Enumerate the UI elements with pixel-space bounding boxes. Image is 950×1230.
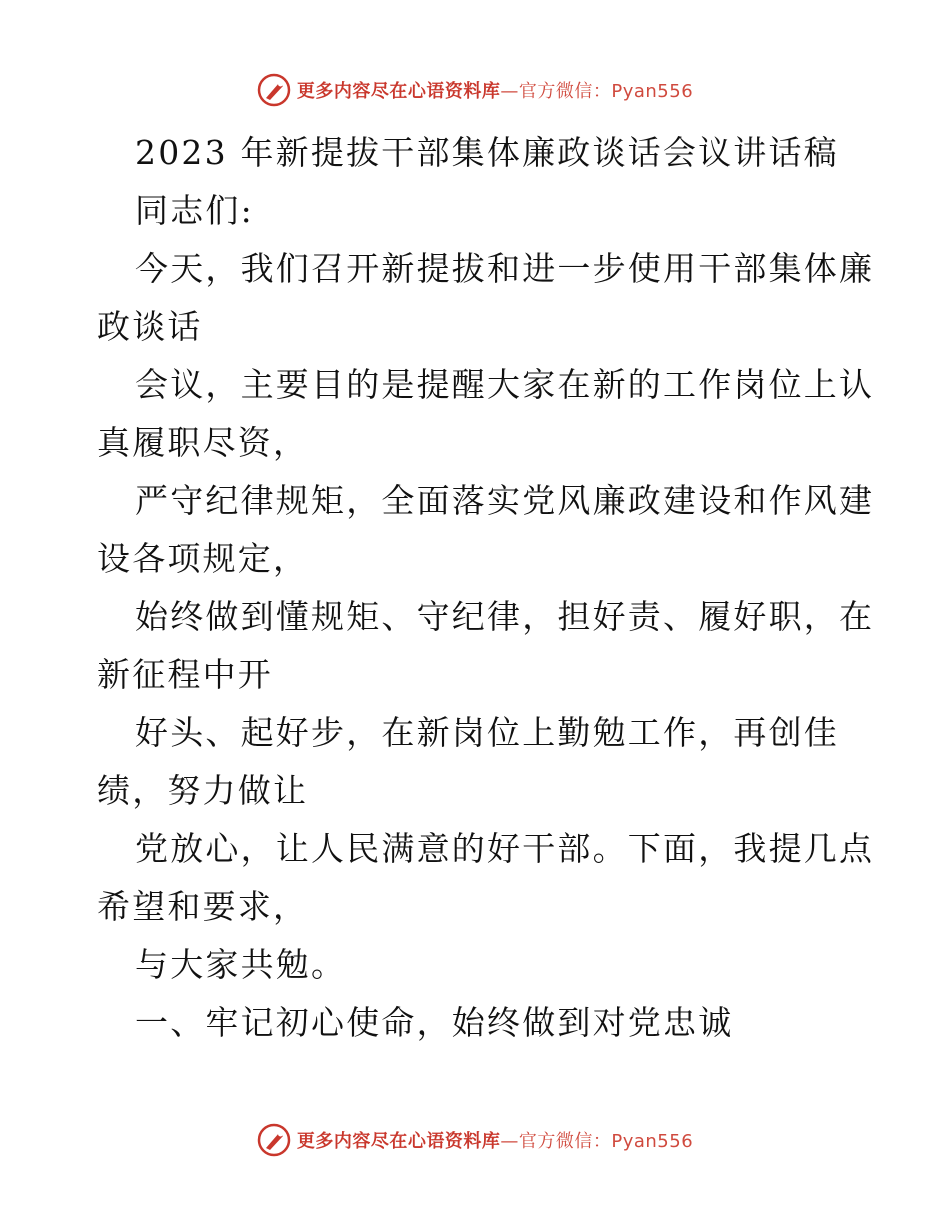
footer-watermark: [0, 1120, 950, 1160]
paragraph-line: 希望和要求，: [97, 887, 309, 926]
salutation: 同志们:: [135, 191, 254, 230]
paragraph-line: 今天，我们召开新提拔和进一步使用干部集体廉: [135, 249, 875, 288]
pen-logo-icon: [257, 73, 291, 107]
paragraph-line: 政谈话: [97, 307, 203, 346]
watermark-contact-text: —官方微信：Pyan556: [500, 1131, 694, 1152]
watermark-lead-text: 更多内容尽在心语资料库: [296, 1131, 501, 1152]
paragraph-line: 会议，主要目的是提醒大家在新的工作岗位上认: [135, 365, 875, 404]
paragraph-line: 设各项规定，: [97, 539, 309, 578]
paragraph-line: 新征程中开: [97, 655, 273, 694]
section-heading: 一、牢记初心使命，始终做到对党忠诚: [135, 1003, 734, 1042]
header-watermark: [0, 70, 950, 110]
document-title: 2023 年新提拔干部集体廉政谈话会议讲话稿: [135, 133, 839, 172]
paragraph-line: 始终做到懂规矩、守纪律，担好责、履好职，在: [135, 597, 875, 636]
paragraph-line: 真履职尽资，: [97, 423, 309, 462]
paragraph-line: 与大家共勉。: [135, 945, 347, 984]
watermark-lead-text: 更多内容尽在心语资料库: [296, 81, 501, 102]
paragraph-line: 好头、起好步，在新岗位上勤勉工作，再创佳: [135, 713, 839, 752]
document-body: [97, 124, 875, 1052]
pen-logo-icon: [257, 1123, 291, 1157]
paragraph-line: 严守纪律规矩，全面落实党风廉政建设和作风建: [135, 481, 875, 520]
paragraph-line: 绩，努力做让: [97, 771, 309, 810]
paragraph-line: 党放心，让人民满意的好干部。下面，我提几点: [135, 829, 875, 868]
watermark-contact-text: —官方微信：Pyan556: [500, 81, 694, 102]
